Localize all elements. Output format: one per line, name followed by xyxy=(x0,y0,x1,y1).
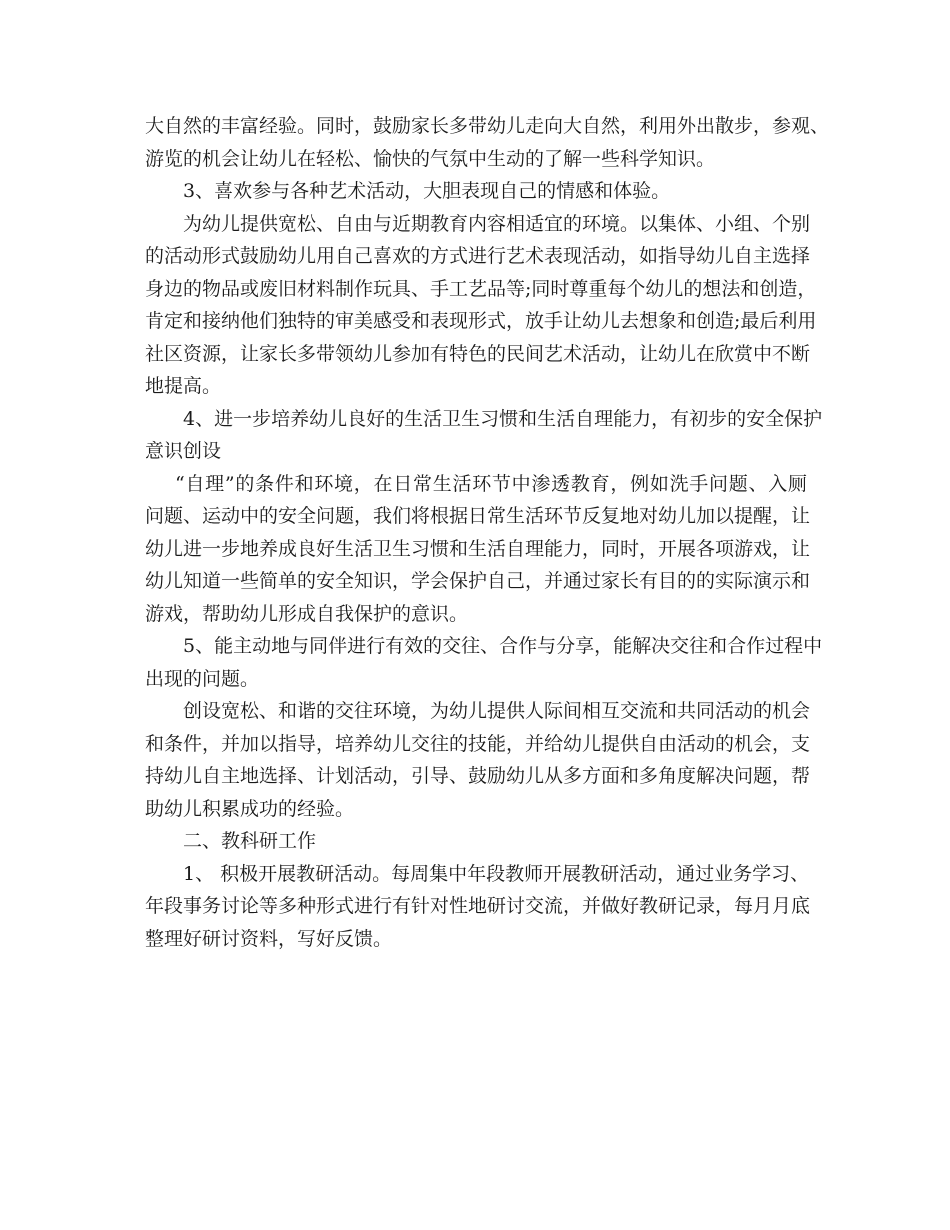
section-heading-2: 二、教科研工作 xyxy=(183,830,317,852)
document-body xyxy=(145,110,830,955)
text-line: 大自然的丰富经验。同时，鼓励家长多带幼儿走向大自然，利用外出散步，参观、 xyxy=(145,115,830,137)
text-line: 出现的问题。 xyxy=(145,667,260,690)
text-line: 意识创设 xyxy=(145,440,222,462)
text-line: 的活动形式鼓励幼儿用自己喜欢的方式进行艺术表现活动，如指导幼儿自主选择 xyxy=(145,245,811,267)
text-line: 和条件，并加以指导，培养幼儿交往的技能，并给幼儿提供自由活动的机会，支 xyxy=(145,732,811,755)
text-line: 持幼儿自主地选择、计划活动，引导、鼓励幼儿从多方面和多角度解决问题，帮 xyxy=(145,765,811,787)
section-heading-3: 3、喜欢参与各种艺术活动，大胆表现自己的情感和体验。 xyxy=(183,180,671,202)
text-line: 社区资源，让家长多带领幼儿参加有特色的民间艺术活动，让幼儿在欣赏中不断 xyxy=(145,342,811,365)
section-heading-5: 5、能主动地与同伴进行有效的交往、合作与分享，能解决交往和合作过程中 xyxy=(183,635,823,657)
text-line: 年段事务讨论等多种形式进行有针对性地研讨交流，并做好教研记录，每月月底 xyxy=(145,895,811,917)
section-heading-4: 4、进一步培养幼儿良好的生活卫生习惯和生活自理能力，有初步的安全保护 xyxy=(183,407,823,430)
text-line: 1、 积极开展教研活动。每周集中年段教师开展教研活动，通过业务学习、 xyxy=(183,862,810,885)
text-line: 整理好研讨资料，写好反馈。 xyxy=(145,927,393,950)
text-line: 问题、运动中的安全问题，我们将根据日常生活环节反复地对幼儿加以提醒，让 xyxy=(145,505,811,527)
text-line: 游览的机会让幼儿在轻松、愉快的气氛中生动的了解一些科学知识。 xyxy=(145,147,716,170)
text-line: 幼儿知道一些简单的安全知识，学会保护自己，并通过家长有目的的实际演示和 xyxy=(145,570,811,592)
text-line: 游戏，帮助幼儿形成自我保护的意识。 xyxy=(145,602,469,625)
text-line: “自理”的条件和环境，在日常生活环节中渗透教育，例如洗手问题、入厕 xyxy=(175,472,807,495)
text-line: 创设宽松、和谐的交往环境，为幼儿提供人际间相互交流和共同活动的机会 xyxy=(183,700,811,722)
text-line: 地提高。 xyxy=(145,375,222,397)
text-line: 身边的物品或废旧材料制作玩具、手工艺品等;同时尊重每个幼儿的想法和创造， xyxy=(145,277,817,300)
text-line: 助幼儿积累成功的经验。 xyxy=(145,797,355,820)
text-line: 肯定和接纳他们独特的审美感受和表现形式，放手让幼儿去想象和创造;最后利用 xyxy=(145,310,817,332)
text-line: 幼儿进一步地养成良好生活卫生习惯和生活自理能力，同时，开展各项游戏，让 xyxy=(145,537,811,560)
text-line: 为幼儿提供宽松、自由与近期教育内容相适宜的环境。以集体、小组、个别 xyxy=(183,212,811,235)
